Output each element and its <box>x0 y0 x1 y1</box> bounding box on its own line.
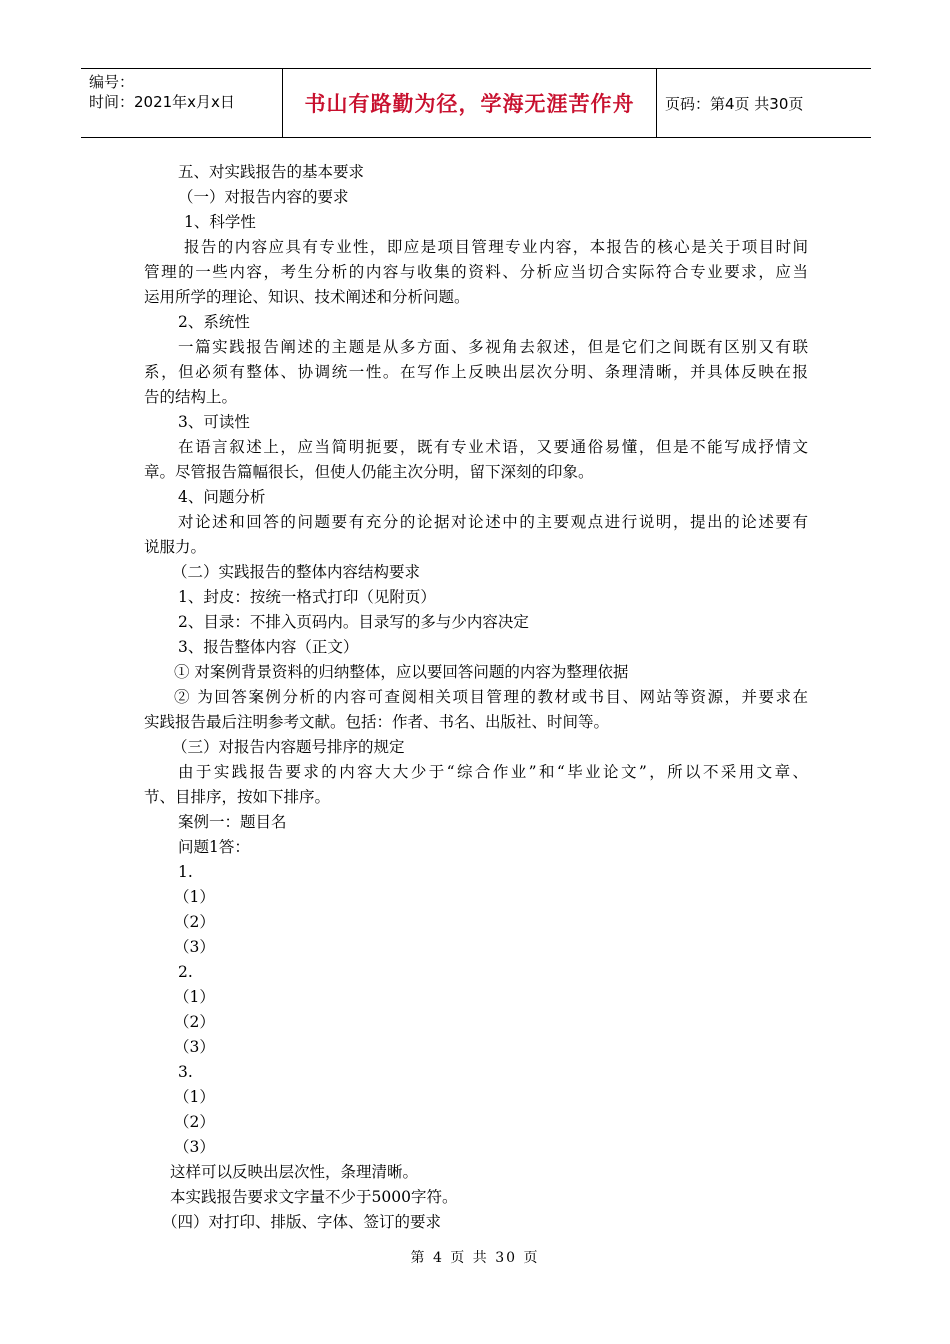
paragraph-line: 报告的内容应具有专业性，即应是项目管理专业内容，本报告的核心是关于项目时间 <box>184 238 808 256</box>
paragraph-line: 说服力。 <box>144 538 207 556</box>
header-motto-cell <box>283 69 657 137</box>
paragraph-line: 对论述和回答的问题要有充分的论据对论述中的主要观点进行说明，提出的论述要有 <box>178 513 808 531</box>
example-line: （3） <box>174 1138 215 1156</box>
example-line: 案例一：题目名 <box>178 813 287 831</box>
paragraph-line: 章。尽管报告篇幅很长，但使人仍能主次分明，留下深刻的印象。 <box>144 463 594 481</box>
page-info: 页码：第4页 共30页 <box>665 94 804 113</box>
page-header <box>81 68 871 138</box>
item-heading: 4、问题分析 <box>178 488 266 506</box>
section-heading: 五、对实践报告的基本要求 <box>178 163 365 181</box>
list-item: 1、封皮：按统一格式打印（见附页） <box>178 588 436 606</box>
paragraph-line: ② 为回答案例分析的内容可查阅相关项目管理的教材或书目、网站等资源，并要求在 <box>174 688 808 706</box>
example-line: （3） <box>174 1038 215 1056</box>
paragraph-line: 由于实践报告要求的内容大大少于“综合作业”和“毕业论文”，所以不采用文章、 <box>178 763 808 781</box>
paragraph-line: 本实践报告要求文字量不少于5000字符。 <box>170 1188 458 1206</box>
paragraph-line: 实践报告最后注明参考文献。包括：作者、书名、出版社、时间等。 <box>144 713 610 731</box>
example-line: （2） <box>174 913 215 931</box>
item-heading: 3、可读性 <box>178 413 250 431</box>
list-item: 3、报告整体内容（正文） <box>178 638 359 656</box>
example-line: （2） <box>174 1013 215 1031</box>
list-item: 2、目录：不排入页码内。目录写的多与少内容决定 <box>178 613 529 631</box>
paragraph-line: 管理的一些内容，考生分析的内容与收集的资料、分析应当切合实际符合专业要求，应当 <box>144 263 808 281</box>
paragraph-line: 节、目排序，按如下排序。 <box>144 788 331 806</box>
example-line: 2. <box>178 963 193 981</box>
example-line: （3） <box>174 938 215 956</box>
subsection-heading: （二）实践报告的整体内容结构要求 <box>172 563 421 581</box>
item-heading: 2、系统性 <box>178 313 250 331</box>
list-item: ① 对案例背景资料的归纳整体，应以要回答问题的内容为整理依据 <box>174 663 629 681</box>
paragraph-line: 这样可以反映出层次性，条理清晰。 <box>170 1163 419 1181</box>
motto-text: 书山有路勤为径，学海无涯苦作舟 <box>304 92 635 116</box>
subsection-heading: （一）对报告内容的要求 <box>178 188 349 206</box>
example-line: 3. <box>178 1063 193 1081</box>
example-line: （1） <box>174 888 215 906</box>
item-heading: 1、科学性 <box>184 213 256 231</box>
paragraph-line: 告的结构上。 <box>144 388 238 406</box>
time-label: 时间：2021年x月x日 <box>89 93 235 111</box>
paragraph-line: 系，但必须有整体、协调统一性。在写作上反映出层次分明、条理清晰，并具体反映在报 <box>144 363 808 381</box>
paragraph-line: 一篇实践报告阐述的主题是从多方面、多视角去叙述，但是它们之间既有区别又有联 <box>178 338 808 356</box>
example-line: （1） <box>174 988 215 1006</box>
subsection-heading: （三）对报告内容题号排序的规定 <box>172 738 405 756</box>
page-footer: 第 4 页 共 30 页 <box>410 1250 540 1266</box>
paragraph-line: 在语言叙述上，应当简明扼要，既有专业术语，又要通俗易懂，但是不能写成抒情文 <box>178 438 808 456</box>
example-line: 1. <box>178 863 193 881</box>
example-line: 问题1答： <box>178 838 250 856</box>
serial-label: 编号： <box>89 73 135 91</box>
header-page-cell <box>657 69 871 137</box>
paragraph-line: 运用所学的理论、知识、技术阐述和分析问题。 <box>144 288 470 306</box>
header-meta-cell <box>81 69 283 137</box>
example-line: （1） <box>174 1088 215 1106</box>
example-line: （2） <box>174 1113 215 1131</box>
subsection-heading: （四）对打印、排版、字体、签订的要求 <box>162 1213 442 1231</box>
